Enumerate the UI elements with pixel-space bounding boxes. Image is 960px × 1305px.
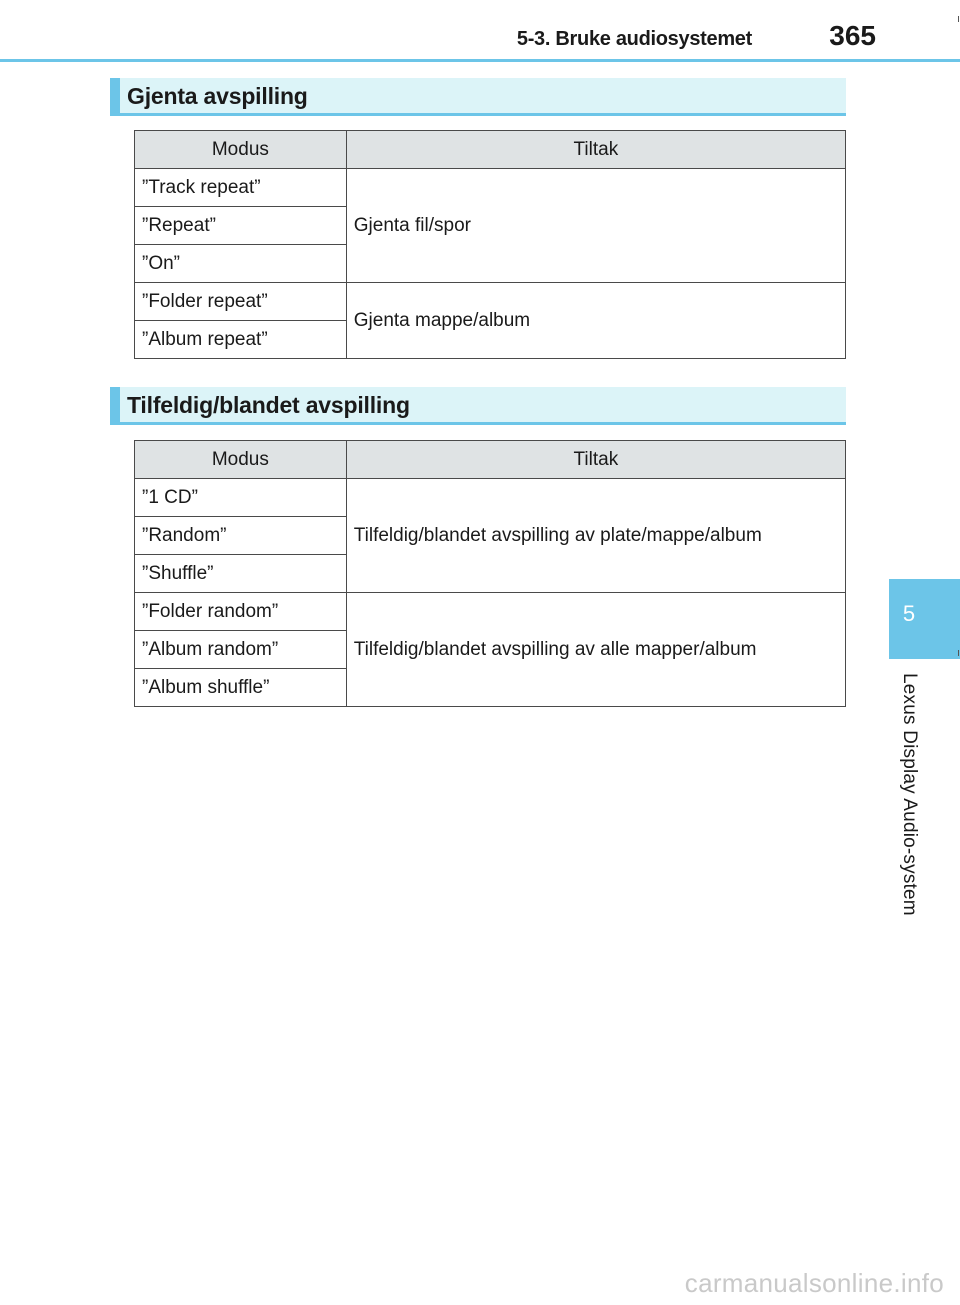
mode-cell: ”Folder random” — [135, 593, 347, 631]
heading-accent-bar — [110, 78, 120, 113]
crop-mark — [958, 16, 959, 22]
mode-cell: ”Album repeat” — [135, 321, 347, 359]
column-header-action: Tiltak — [346, 131, 845, 169]
header-section-title: 5-3. Bruke audiosystemet — [516, 28, 752, 50]
chapter-title: Lexus Display Audio-system — [899, 673, 920, 916]
column-header-mode: Modus — [135, 441, 347, 479]
action-cell: Tilfeldig/blandet avspilling av alle mapper/album — [346, 593, 845, 707]
action-cell: Gjenta mappe/album — [346, 283, 845, 359]
table-row — [135, 169, 846, 207]
mode-cell: ”Album shuffle” — [135, 669, 347, 707]
table-row — [135, 283, 846, 321]
column-header-action: Tiltak — [346, 441, 845, 479]
table-header-row — [135, 131, 846, 169]
action-cell: Tilfeldig/blandet avspilling av plate/mappe/album — [346, 479, 845, 593]
section-heading-repeat — [110, 78, 846, 116]
section-heading-random — [110, 387, 846, 425]
random-mode-table — [134, 440, 846, 707]
section-heading-text: Gjenta avspilling — [127, 83, 308, 109]
chapter-number: 5 — [902, 601, 916, 626]
section-heading-text: Tilfeldig/blandet avspilling — [127, 392, 410, 418]
header-divider — [0, 59, 960, 62]
crop-mark — [958, 650, 959, 656]
table-header-row — [135, 441, 846, 479]
mode-cell: ”Album random” — [135, 631, 347, 669]
action-cell: Gjenta fil/spor — [346, 169, 845, 283]
mode-cell: ”1 CD” — [135, 479, 347, 517]
table-row — [135, 593, 846, 631]
mode-cell: ”Repeat” — [135, 207, 347, 245]
heading-accent-bar — [110, 387, 120, 422]
table-row — [135, 479, 846, 517]
mode-cell: ”Track repeat” — [135, 169, 347, 207]
page-number: 365 — [829, 20, 876, 51]
mode-cell: ”Folder repeat” — [135, 283, 347, 321]
repeat-mode-table — [134, 130, 846, 359]
column-header-mode: Modus — [135, 131, 347, 169]
mode-cell: ”Random” — [135, 517, 347, 555]
chapter-tab — [889, 579, 960, 659]
mode-cell: ”On” — [135, 245, 347, 283]
mode-cell: ”Shuffle” — [135, 555, 347, 593]
watermark-text: carmanualsonline.info — [684, 1268, 944, 1298]
